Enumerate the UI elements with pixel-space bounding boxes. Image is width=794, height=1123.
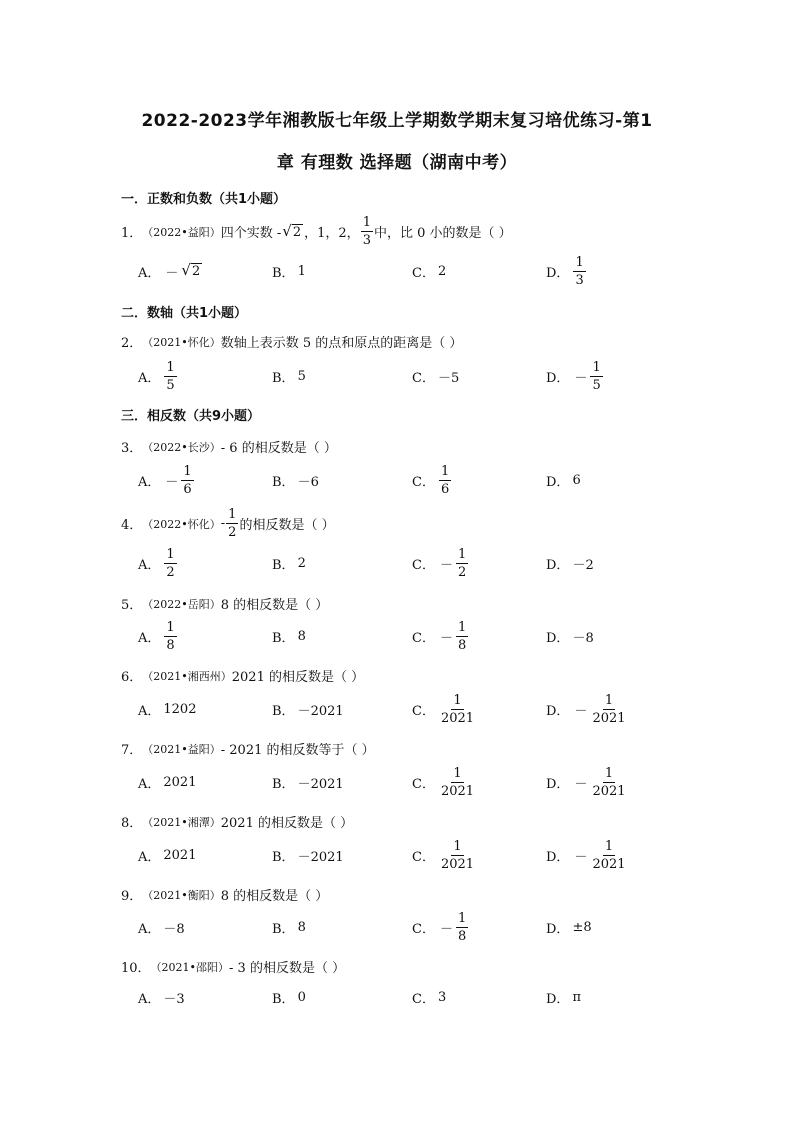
answer-options <box>138 465 698 495</box>
fraction <box>590 694 627 725</box>
answer-options <box>138 767 698 797</box>
option-value: 1202 <box>163 701 197 717</box>
answer-options <box>138 694 698 724</box>
option-a[interactable] <box>138 621 178 651</box>
option-label: C． <box>412 991 435 1007</box>
minus-sign: － <box>574 703 588 719</box>
denominator: 2021 <box>440 710 475 726</box>
denominator: 2021 <box>592 783 626 799</box>
option-value: 2 <box>297 555 306 571</box>
denominator: 6 <box>440 481 450 497</box>
question-number: 7． <box>121 743 143 758</box>
question-source: （2021•湘西州） <box>142 669 232 683</box>
option-d[interactable] <box>546 256 587 286</box>
option-value: －3 <box>163 991 185 1007</box>
option-label: A． <box>138 849 161 865</box>
option-d[interactable] <box>546 694 629 724</box>
question-number: 1． <box>121 226 143 241</box>
question-source: （2022•岳阳） <box>142 597 221 611</box>
fraction <box>164 361 176 392</box>
option-value: 3 <box>437 989 447 1005</box>
option-label: B． <box>272 703 295 719</box>
denominator: 2 <box>228 525 237 540</box>
option-value: 1 <box>297 263 306 279</box>
denominator: 3 <box>362 233 371 248</box>
option-value: 0 <box>297 989 306 1005</box>
question-number: 6． <box>121 670 143 685</box>
denominator: 2021 <box>440 856 475 872</box>
fraction <box>226 508 238 539</box>
answer-options <box>138 912 698 942</box>
option-label: C． <box>412 474 435 490</box>
fraction <box>164 548 176 579</box>
fraction <box>456 912 468 943</box>
option-b[interactable] <box>272 767 344 797</box>
question-stem <box>121 594 328 613</box>
option-label: D． <box>546 849 570 865</box>
numerator: 1 <box>592 359 601 375</box>
option-d[interactable] <box>546 548 594 578</box>
option-label: C． <box>412 630 435 646</box>
question-number: 3． <box>121 441 143 456</box>
question-number: 4． <box>121 518 143 533</box>
option-c[interactable] <box>412 912 469 942</box>
fraction <box>573 256 585 287</box>
option-label: A． <box>138 474 161 490</box>
answer-options <box>138 361 698 391</box>
question-source: （2021•益阳） <box>142 742 221 756</box>
question-number: 5． <box>121 598 143 613</box>
option-c[interactable] <box>412 256 446 286</box>
fraction <box>439 840 476 871</box>
stem-text: ，1，2， <box>304 226 360 241</box>
minus-sign: － <box>165 474 179 490</box>
option-value: 8 <box>297 919 306 935</box>
option-a[interactable] <box>138 982 185 1012</box>
option-a[interactable] <box>138 912 185 942</box>
sqrt-expression: √ 2 <box>181 261 201 280</box>
option-d[interactable] <box>546 912 592 942</box>
option-value: 2 <box>437 263 447 279</box>
option-value: ±8 <box>572 919 592 935</box>
numerator: 1 <box>604 838 614 854</box>
option-b[interactable] <box>272 548 306 578</box>
fraction <box>439 694 476 725</box>
option-label: D． <box>546 991 570 1007</box>
option-c[interactable] <box>412 694 477 724</box>
option-b[interactable] <box>272 465 319 495</box>
question-stem <box>121 216 512 247</box>
option-d[interactable] <box>546 465 581 495</box>
option-label: A． <box>138 557 161 573</box>
denominator: 2 <box>457 564 467 580</box>
option-value: －2021 <box>297 776 344 792</box>
option-label: C． <box>412 370 435 386</box>
denominator: 5 <box>166 377 175 393</box>
option-a[interactable] <box>138 256 203 286</box>
option-value: 2021 <box>163 847 197 863</box>
option-b[interactable] <box>272 256 306 286</box>
minus-sign: － <box>439 921 453 937</box>
option-c[interactable] <box>412 982 446 1012</box>
option-label: D． <box>546 370 570 386</box>
option-label: B． <box>272 474 295 490</box>
option-value: －8 <box>163 921 185 937</box>
option-label: C． <box>412 557 435 573</box>
question-stem <box>121 739 375 758</box>
option-value: 5 <box>297 368 306 384</box>
option-label: A． <box>138 703 161 719</box>
denominator: 5 <box>592 377 601 393</box>
numerator: 1 <box>440 463 450 479</box>
numerator: 1 <box>457 546 467 562</box>
denominator: 8 <box>166 637 175 653</box>
option-b[interactable] <box>272 982 306 1012</box>
page-title-line-1: 2022-2023学年湘教版七年级上学期数学期末复习培优练习-第1 <box>141 111 653 131</box>
stem-text: 8 的相反数是（ ） <box>220 598 329 613</box>
question-number: 8． <box>121 816 143 831</box>
numerator: 1 <box>228 507 237 522</box>
answer-options <box>138 256 698 286</box>
option-value: －6 <box>297 474 319 490</box>
option-c[interactable] <box>412 621 469 651</box>
option-label: D． <box>546 265 570 281</box>
radicand: 2 <box>191 264 201 280</box>
minus-sign: － <box>574 370 588 386</box>
answer-options <box>138 982 698 1012</box>
numerator: 1 <box>183 463 192 479</box>
option-label: A． <box>138 991 161 1007</box>
question-number: 2． <box>121 336 143 351</box>
option-label: C． <box>412 849 435 865</box>
question-source: （2021•邵阳） <box>150 960 230 974</box>
option-d[interactable] <box>546 982 581 1012</box>
denominator: 2021 <box>592 710 626 726</box>
option-a[interactable] <box>138 767 196 797</box>
denominator: 2 <box>166 564 175 580</box>
option-label: A． <box>138 265 161 281</box>
fraction <box>164 621 176 652</box>
option-a[interactable] <box>138 465 195 495</box>
option-d[interactable] <box>546 767 629 797</box>
denominator: 2021 <box>440 783 475 799</box>
option-label: C． <box>412 921 435 937</box>
answer-options <box>138 840 698 870</box>
numerator: 1 <box>362 215 371 230</box>
option-label: D． <box>546 557 570 573</box>
option-value: 8 <box>297 628 306 644</box>
sqrt-expression: √ 2 <box>282 221 302 240</box>
numerator: 1 <box>166 546 175 562</box>
stem-text: 四个实数 - <box>220 226 282 241</box>
fraction <box>361 216 373 247</box>
numerator: 1 <box>457 619 467 635</box>
stem-text: - 2021 的相反数等于（ ） <box>220 743 375 758</box>
option-b[interactable] <box>272 694 344 724</box>
fraction <box>181 465 193 496</box>
section-heading: 一．正数和负数（共1小题） <box>121 192 287 207</box>
option-a[interactable] <box>138 548 178 578</box>
question-number: 10． <box>121 961 151 976</box>
option-b[interactable] <box>272 621 306 651</box>
numerator: 1 <box>453 838 462 854</box>
option-label: B． <box>272 265 295 281</box>
fraction <box>590 840 627 871</box>
option-value: －8 <box>572 630 594 646</box>
option-b[interactable] <box>272 840 344 870</box>
option-value: －2 <box>572 557 594 573</box>
option-a[interactable] <box>138 361 178 391</box>
stem-text: - 6 的相反数是（ ） <box>220 441 337 456</box>
stem-text: 数轴上表示数 5 的点和原点的距离是（ ） <box>220 336 463 351</box>
numerator: 1 <box>453 692 462 708</box>
question-source: （2022•益阳） <box>142 225 221 239</box>
question-source: （2022•长沙） <box>142 440 221 454</box>
option-label: D． <box>546 776 570 792</box>
numerator: 1 <box>166 359 175 375</box>
question-number: 9． <box>121 889 143 904</box>
minus-sign: － <box>165 265 179 281</box>
minus-sign: － <box>574 776 588 792</box>
option-label: B． <box>272 776 295 792</box>
stem-text: 中，比 0 小的数是（ ） <box>373 226 512 241</box>
option-value: －2021 <box>297 849 344 865</box>
answer-options <box>138 548 698 578</box>
option-label: D． <box>546 474 570 490</box>
minus-sign: － <box>574 849 588 865</box>
stem-text: 的相反数是（ ） <box>239 518 335 533</box>
question-source: （2021•怀化） <box>142 335 221 349</box>
option-label: B． <box>272 849 295 865</box>
option-c[interactable] <box>412 840 477 870</box>
option-value: －5 <box>437 370 460 386</box>
option-value: π <box>572 989 581 1005</box>
option-value: 2021 <box>163 774 197 790</box>
option-label: A． <box>138 776 161 792</box>
option-label: B． <box>272 370 295 386</box>
option-c[interactable] <box>412 361 459 391</box>
option-label: D． <box>546 703 570 719</box>
numerator: 1 <box>166 619 175 635</box>
stem-text: 2021 的相反数是（ ） <box>220 816 354 831</box>
option-label: C． <box>412 703 435 719</box>
option-value: 6 <box>572 472 581 488</box>
numerator: 1 <box>604 692 614 708</box>
stem-text: - <box>220 516 226 531</box>
option-d[interactable] <box>546 621 594 651</box>
numerator: 1 <box>453 765 462 781</box>
page-title-line-2: 章 有理数 选择题（湖南中考） <box>276 153 518 173</box>
denominator: 8 <box>457 928 467 944</box>
option-c[interactable] <box>412 767 477 797</box>
numerator: 1 <box>604 765 614 781</box>
question-source: （2021•衡阳） <box>142 888 221 902</box>
option-a[interactable] <box>138 694 196 724</box>
option-label: D． <box>546 921 570 937</box>
denominator: 6 <box>183 481 192 497</box>
numerator: 1 <box>457 910 467 926</box>
option-label: B． <box>272 921 295 937</box>
option-label: C． <box>412 265 435 281</box>
option-label: A． <box>138 921 161 937</box>
option-label: A． <box>138 630 161 646</box>
answer-options <box>138 621 698 651</box>
option-c[interactable] <box>412 465 452 495</box>
option-value: －2021 <box>297 703 344 719</box>
denominator: 2021 <box>592 856 626 872</box>
question-stem <box>121 508 335 539</box>
fraction <box>590 767 627 798</box>
question-stem <box>121 885 328 904</box>
question-stem <box>121 957 345 976</box>
fraction <box>590 361 602 392</box>
option-label: B． <box>272 991 295 1007</box>
stem-text: 8 的相反数是（ ） <box>220 889 329 904</box>
fraction <box>439 465 451 496</box>
option-d[interactable] <box>546 361 604 391</box>
question-stem <box>121 666 364 685</box>
fraction <box>456 621 468 652</box>
minus-sign: － <box>439 630 453 646</box>
minus-sign: － <box>439 557 453 573</box>
option-label: C． <box>412 776 435 792</box>
fraction <box>439 767 476 798</box>
option-b[interactable] <box>272 361 306 391</box>
section-heading: 二．数轴（共1小题） <box>121 306 248 321</box>
radicand: 2 <box>292 224 302 240</box>
option-label: B． <box>272 630 295 646</box>
option-label: D． <box>546 630 570 646</box>
fraction <box>456 548 468 579</box>
question-stem <box>121 332 462 351</box>
option-a[interactable] <box>138 840 196 870</box>
numerator: 1 <box>575 254 584 270</box>
denominator: 8 <box>457 637 467 653</box>
option-label: B． <box>272 557 295 573</box>
stem-text: 2021 的相反数是（ ） <box>231 670 365 685</box>
option-c[interactable] <box>412 548 469 578</box>
question-source: （2022•怀化） <box>142 517 221 531</box>
option-d[interactable] <box>546 840 629 870</box>
option-label: A． <box>138 370 161 386</box>
option-b[interactable] <box>272 912 306 942</box>
question-stem <box>121 437 337 456</box>
question-stem <box>121 812 353 831</box>
stem-text: - 3 的相反数是（ ） <box>229 961 346 976</box>
section-heading: 三．相反数（共9小题） <box>121 409 261 424</box>
denominator: 3 <box>575 272 584 288</box>
question-source: （2021•湘潭） <box>142 815 221 829</box>
